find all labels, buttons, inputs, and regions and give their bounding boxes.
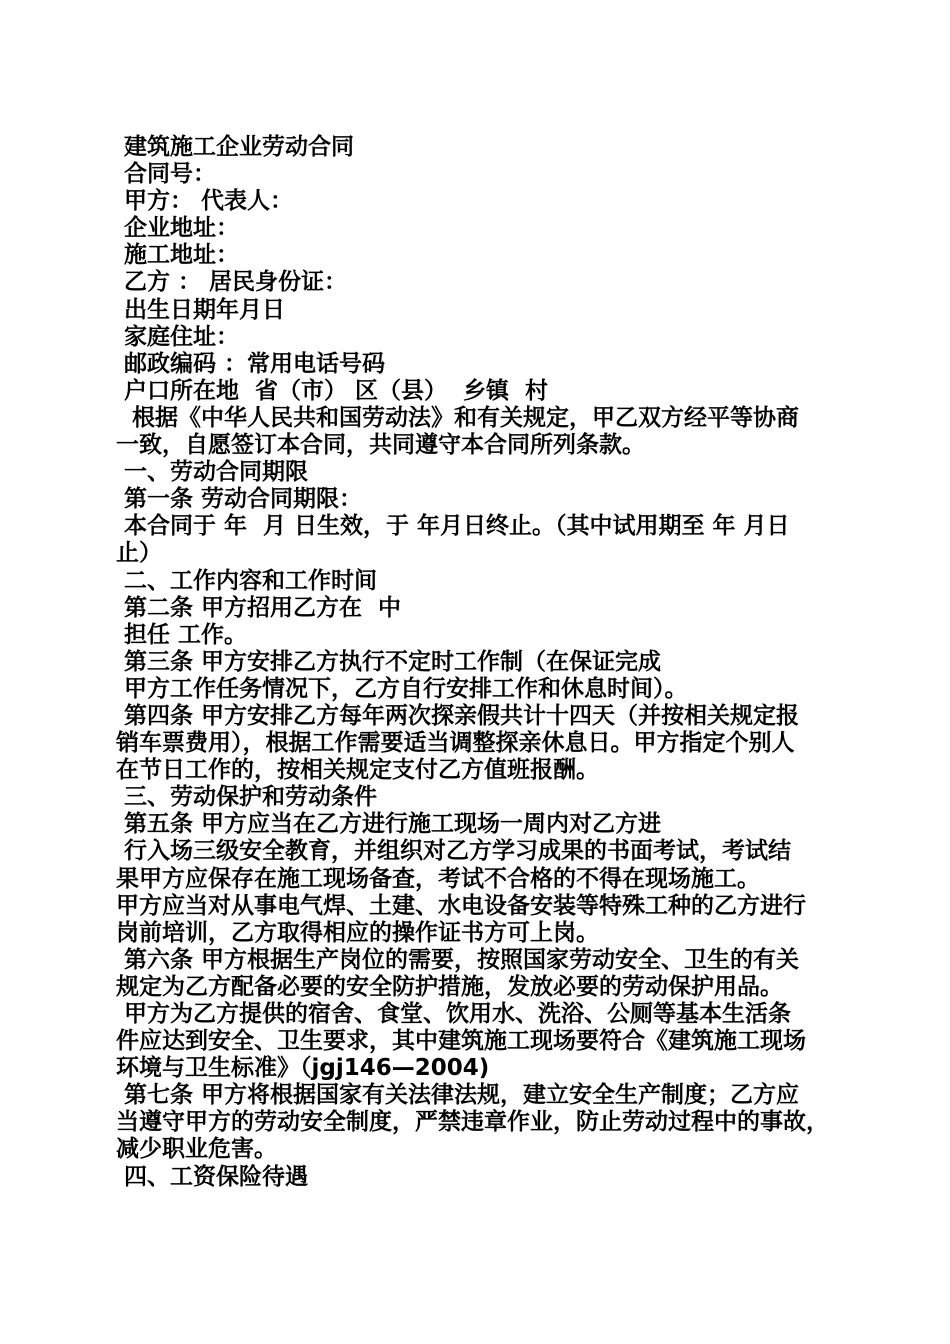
paragraph-line: 止）: [116, 540, 162, 567]
paragraph-line: 销车票费用），根据工作需要适当调整探亲休息日。甲方指定个别人: [116, 730, 795, 757]
paragraph-line: 当遵守甲方的劳动安全制度，严禁违章作业，防止劳动过程中的事故，: [116, 1109, 829, 1136]
paragraph-line: 件应达到安全、卫生要求，其中建筑施工现场要符合《建筑施工现场: [116, 1028, 806, 1055]
section-heading: 四、工资保险待遇: [116, 1163, 309, 1190]
contract-number-field: 合同号：: [116, 161, 217, 188]
article-line: 第七条 甲方将根据国家有关法律法规，建立安全生产制度；乙方应: [116, 1082, 800, 1109]
site-address-field: 施工地址：: [116, 242, 240, 269]
paragraph-line: 在节日工作的，按相关规定支付乙方值班报酬。: [116, 757, 599, 784]
document-title: 建筑施工企业劳动合同: [116, 134, 355, 160]
party-b-field: 乙方 ： 居民身份证：: [116, 269, 348, 296]
paragraph-line: 甲方为乙方提供的宿舍、食堂、饮用水、洗浴、公厕等基本生活条: [116, 1001, 792, 1027]
article-line: 第六条 甲方根据生产岗位的需要，按照国家劳动安全、卫生的有关: [116, 946, 800, 973]
article-line: 第四条 甲方安排乙方每年两次探亲假共计十四天（并按相关规定报: [116, 702, 800, 729]
postal-phone-field: 邮政编码 ：常用电话号码: [116, 350, 386, 377]
article-line: 第三条 甲方安排乙方执行不定时工作制（在保证完成: [116, 648, 662, 675]
company-address-field: 企业地址：: [116, 215, 240, 242]
article-line: 第二条 甲方招用乙方在 中: [116, 594, 402, 621]
birth-date-field: 出生日期年月日: [116, 296, 286, 323]
home-address-field: 家庭住址：: [116, 323, 240, 350]
article-line: 第五条 甲方应当在乙方进行施工现场一周内对乙方进: [116, 811, 662, 838]
section-heading: 一、劳动合同期限: [116, 459, 309, 486]
paragraph-line: 根据《中华人民共和国劳动法》和有关规定，甲乙双方经平等协商: [116, 404, 800, 431]
paragraph-line: 果甲方应保存在施工现场备查，考试不合格的不得在现场施工。: [116, 865, 760, 892]
paragraph-line: 本合同于 年 月 日生效，于 年月日终止。（其中试用期至 年 月日: [116, 513, 790, 540]
paragraph-line: 减少职业危害。: [116, 1136, 277, 1163]
paragraph-line: 一致，自愿签订本合同，共同遵守本合同所列条款。: [116, 432, 645, 459]
article-line: 第一条 劳动合同期限：: [116, 486, 363, 513]
paragraph-line: 行入场三级安全教育，并组织对乙方学习成果的书面考试，考试结: [116, 838, 792, 865]
contract-text: [116, 134, 836, 1191]
paragraph-line: 甲方工作任务情况下，乙方自行安排工作和休息时间）。: [116, 675, 688, 702]
section-heading: 三、劳动保护和劳动条件: [116, 784, 378, 811]
paragraph-line: 规定为乙方配备必要的安全防护措施，发放必要的劳动保护用品。: [116, 973, 783, 1000]
paragraph-line: 环境与卫生标准》（jgj146—2004): [116, 1055, 490, 1082]
household-registration-field: 户口所在地 省（市） 区（县） 乡镇 村: [116, 377, 549, 404]
paragraph-line: 岗前培训，乙方取得相应的操作证书方可上岗。: [116, 919, 599, 946]
paragraph-line: 甲方应当对从事电气焊、土建、水电设备安装等特殊工种的乙方进行: [116, 892, 806, 919]
party-a-field: 甲方： 代表人：: [116, 188, 294, 215]
paragraph-line: 担任 工作。: [116, 621, 248, 648]
section-heading: 二、工作内容和工作时间: [116, 567, 378, 594]
